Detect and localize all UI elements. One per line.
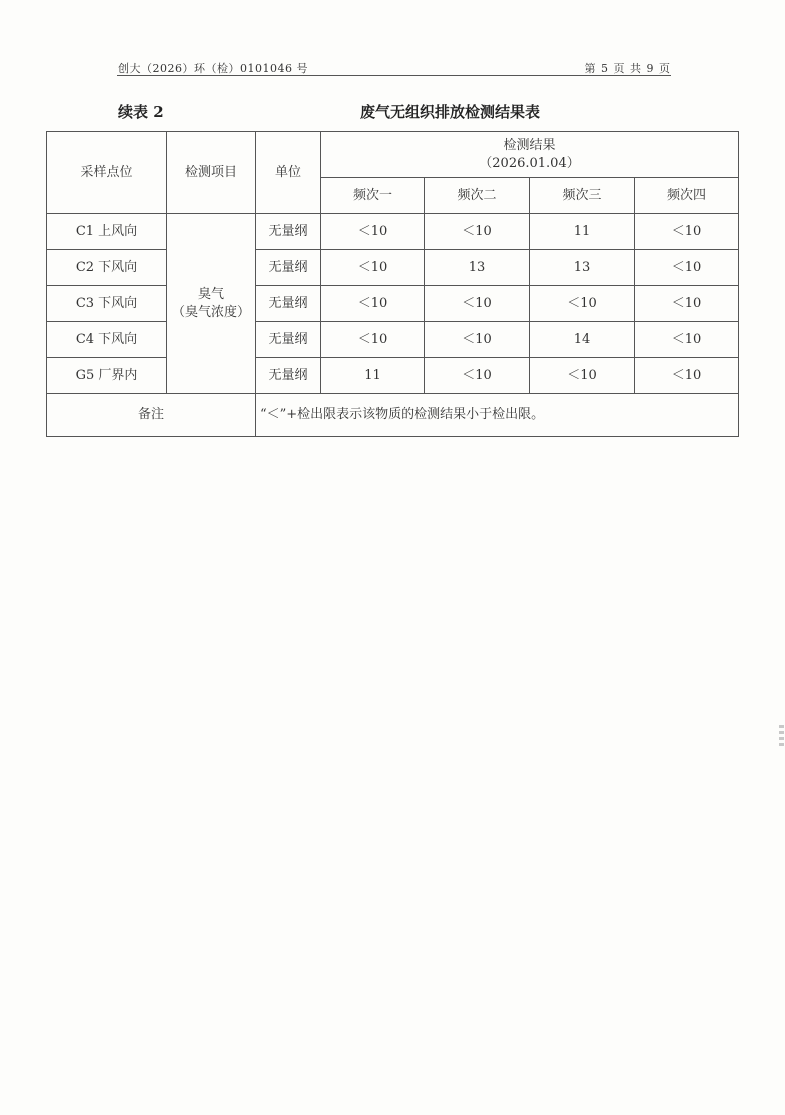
note-text: “＜”+检出限表示该物质的检测结果小于检出限。 xyxy=(256,394,739,437)
table-row xyxy=(47,322,739,358)
value-cell: ＜10 xyxy=(425,322,530,358)
unit-cell: 无量纲 xyxy=(256,358,321,394)
note-row xyxy=(47,394,739,437)
value-cell: 11 xyxy=(321,358,425,394)
header-frequency-4: 频次四 xyxy=(635,178,739,214)
value-cell: ＜10 xyxy=(635,214,739,250)
sampling-point: C2 下风向 xyxy=(47,250,167,286)
table-row xyxy=(47,286,739,322)
header-frequency-2: 频次二 xyxy=(425,178,530,214)
unit-cell: 无量纲 xyxy=(256,214,321,250)
result-table xyxy=(46,131,739,437)
table-number: 续表 2 xyxy=(118,103,164,121)
header-results xyxy=(321,132,739,178)
value-cell: ＜10 xyxy=(530,286,635,322)
test-item xyxy=(167,214,256,394)
header-results-date: （2026.01.04） xyxy=(479,155,580,171)
page-header xyxy=(118,56,671,76)
sampling-point: C3 下风向 xyxy=(47,286,167,322)
value-cell: ＜10 xyxy=(425,358,530,394)
value-cell: 13 xyxy=(425,250,530,286)
header-frequency-3: 频次三 xyxy=(530,178,635,214)
page-info: 第 5 页 共 9 页 xyxy=(584,62,671,75)
test-item-name: 臭气 xyxy=(197,286,224,302)
table-row xyxy=(47,358,739,394)
test-item-sub: （臭气浓度） xyxy=(171,304,250,320)
sampling-point: C1 上风向 xyxy=(47,214,167,250)
value-cell: ＜10 xyxy=(530,358,635,394)
sampling-point: C4 下风向 xyxy=(47,322,167,358)
value-cell: ＜10 xyxy=(425,214,530,250)
header-unit: 单位 xyxy=(256,132,321,214)
note-label: 备注 xyxy=(47,394,256,437)
unit-cell: 无量纲 xyxy=(256,250,321,286)
document-number: 创大（2026）环（检）0101046 号 xyxy=(118,62,308,75)
value-cell: ＜10 xyxy=(635,358,739,394)
value-cell: ＜10 xyxy=(635,322,739,358)
scan-edge-mark xyxy=(779,725,784,747)
header-rule xyxy=(117,75,671,76)
header-results-label: 检测结果 xyxy=(503,137,556,153)
header-frequency-1: 频次一 xyxy=(321,178,425,214)
table-title-row xyxy=(118,101,671,123)
sampling-point: G5 厂界内 xyxy=(47,358,167,394)
value-cell: ＜10 xyxy=(321,322,425,358)
value-cell: ＜10 xyxy=(635,250,739,286)
header-row-1 xyxy=(47,132,739,178)
table-row xyxy=(47,250,739,286)
table-title: 废气无组织排放检测结果表 xyxy=(360,103,541,121)
value-cell: ＜10 xyxy=(321,286,425,322)
unit-cell: 无量纲 xyxy=(256,322,321,358)
value-cell: 11 xyxy=(530,214,635,250)
header-sampling-point: 采样点位 xyxy=(47,132,167,214)
table-row xyxy=(47,214,739,250)
header-item: 检测项目 xyxy=(167,132,256,214)
value-cell: ＜10 xyxy=(321,214,425,250)
value-cell: ＜10 xyxy=(635,286,739,322)
value-cell: 13 xyxy=(530,250,635,286)
value-cell: 14 xyxy=(530,322,635,358)
value-cell: ＜10 xyxy=(321,250,425,286)
unit-cell: 无量纲 xyxy=(256,286,321,322)
value-cell: ＜10 xyxy=(425,286,530,322)
